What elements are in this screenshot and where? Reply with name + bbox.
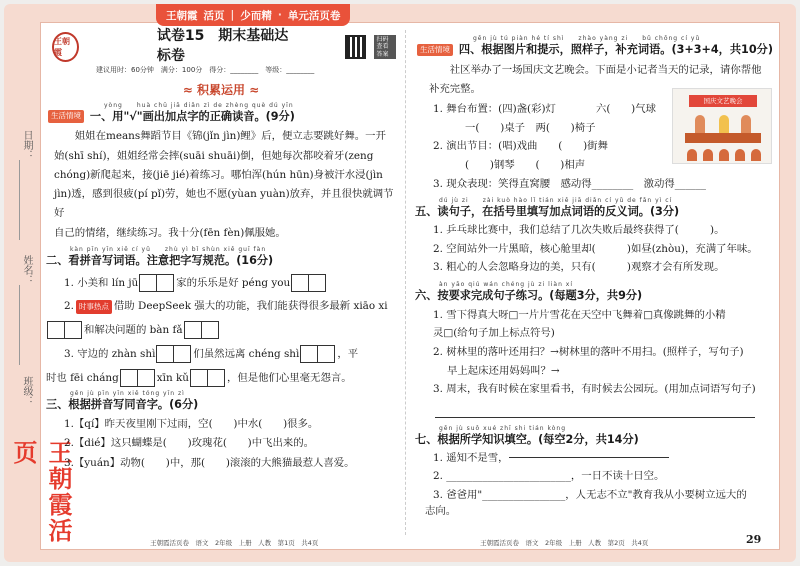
passage-line: jìn)透，感到很疲(pí pǐ)劳，她也不愿(yùan yuàn)放弃，并且很快就调节好 (54, 188, 394, 220)
question-4-row-1: 1. 舞台布置：(四)盏(彩)灯 六( )气球 (433, 103, 657, 116)
question-4-row-2: 一( )桌子 两( )椅子 (465, 121, 596, 134)
question-6-pinyin: àn yāo qiú wán chéng jù zi liàn xí (439, 280, 574, 288)
question-1-tag: 生活情境 (48, 110, 84, 123)
question-7-pinyin: gēn jù suǒ xué zhī shi tián kòng (439, 424, 567, 432)
question-7-line-3b: 志向。 (425, 505, 457, 518)
question-4-row-5: 3. 现众表现：笑得直窝腰 感动得________ 激动得______ (433, 177, 706, 190)
question-5-line-1: 1. 乒乓球比赛中，我们总结了几次失败后最终获得了( )。 (433, 224, 725, 237)
stage-illustration (672, 88, 772, 164)
answer-blank[interactable] (509, 457, 669, 458)
category-label: 少而精 (240, 9, 272, 22)
question-2-pinyin: kàn pīn yīn xiě cí yǔ zhù yì bǐ shùn xiě guī fàn (70, 245, 267, 253)
question-4-intro: 社区举办了一场国庆文艺晚会。下面是小记者当天的记录，请你帮他 补充完整。 (429, 63, 762, 95)
passage-line: 姐姐在means舞蹈节目《锦(jǐn jìn)鲤》后，便立志要跳好舞。一开始(shī shí)，姐姐经常会摔(suāi shuāi)倒，但她每次都咬着牙(zeng (54, 130, 386, 162)
question-4-row-3: 2. 演出节目：(唱)戏曲 ( )街舞 (433, 140, 608, 153)
side-name-label: 姓名： (21, 255, 32, 285)
question-4-row-4: ( )钢琴 ( )相声 (465, 159, 586, 172)
question-5-pinyin: dú jù zi zài kuò hào lǐ tián xiě jiā diǎn cí yǔ de fǎn yì cí (439, 197, 673, 205)
char-grid[interactable] (191, 369, 225, 387)
question-7-line-1: 1. 遥知不是雪， (433, 450, 775, 467)
question-4-pinyin: gēn jù tú piàn hé tí shì zhào yàng zi bǔ chōng cí yǔ (473, 35, 701, 42)
question-3-line-1: 1.【qí】昨天夜里刚下过雨，空( )中水( )很多。 (64, 417, 319, 430)
section-title: ≈ 积累运用 ≈ (182, 82, 260, 97)
char-grid[interactable] (48, 321, 82, 339)
question-5-line-3: 3. 粗心的人会忽略身边的美，只有( )观察才会有所发现。 (433, 261, 725, 274)
qr-note: 扫码查看答案 (374, 35, 396, 59)
question-5-title: dú jù zi zài kuò hào lǐ tián xiě jiā diǎn cí yǔ de fǎn yì cí 五、读句子，在括号里填写加点词语的反义词。(3分) (415, 197, 680, 219)
footer-left: 王朝霞活页卷 语文 2年级 上册 人教 第1页 共4页 (150, 539, 319, 547)
question-2-title: kàn pīn yīn xiě cí yǔ zhù yì bǐ shùn xiě guī fàn 二、看拼音写词语。注意把字写规范。(16分) (46, 245, 274, 267)
question-7-title: gēn jù suǒ xué zhī shi tián kòng 七、根据所学知识填空。(每空2分，共14分) (415, 424, 639, 446)
page-divider (405, 30, 406, 535)
side-class-label: 班级： (21, 376, 32, 406)
question-3-pinyin: gēn jù pīn yīn xiě tóng yīn zì (70, 390, 185, 398)
footer-right: 王朝霞活页卷 语文 2年级 上册 人教 第2页 共4页 (480, 539, 649, 547)
subtitle-label: 单元活页卷 (287, 9, 341, 22)
question-6-line-1: 1. 雪下得真大呀□一片片雪花在天空中飞舞着□真像跳舞的小精 (433, 308, 726, 321)
question-3-line-3: 3.【yuán】动物( )中，那( )滚滚的大熊猫最惹人喜爱。 (64, 457, 355, 470)
char-grid[interactable] (121, 369, 155, 387)
question-6-line-2b: 早上起床还用妈妈叫？→ (447, 364, 560, 377)
passage-line: 自己的情绪，继续练习。我十分(fēn fèn)佩服她。 (54, 226, 286, 239)
question-1-pinyin: yòng huà chū jiā diǎn zì de zhèng què dú yīn (104, 101, 294, 109)
brand-vertical-logo: 王朝霞活页 (9, 440, 73, 544)
question-3-line-2: 2.【dié】这只蝴蝶是( )玫瑰花( )中飞出来的。 (64, 437, 315, 450)
question-4-tag: 生活情境 (417, 44, 453, 57)
question-2-line-3b: 时也 fēi cháng xīn kǔ ，但是他们心里毫无怨言。 (46, 369, 396, 387)
qr-code-icon[interactable] (345, 35, 367, 59)
char-grid[interactable] (157, 345, 191, 363)
question-4-title: gēn jù tú piàn hé tí shì zhào yàng zi bǔ chōng cí yǔ 生活情境 四、根据图片和提示，照样子，补充词语。(3+3+4，共10分) (415, 42, 775, 58)
question-2-tag: 时事热点 (76, 300, 112, 314)
question-3-title: gēn jù pīn yīn xiě tóng yīn zì 三、根据拼音写同音字。(6分) (46, 390, 199, 412)
char-grid[interactable] (185, 321, 219, 339)
seal-icon: 王朝霞 (52, 32, 79, 62)
question-1-passage (54, 127, 396, 243)
question-2-line-2b: 和解决问题的 bàn fǎ (46, 321, 396, 339)
char-grid[interactable] (301, 345, 335, 363)
question-1-title: yòng huà chū jiā diǎn zì de zhèng què dú yīn 生活情境 一、用"√"画出加点字的正确读音。(9分) (46, 109, 396, 125)
header-banner: 王朝霞 活页 | 少而精 · 单元活页卷 (156, 4, 350, 26)
answer-line[interactable] (435, 406, 755, 418)
question-6-title: àn yāo qiú wán chéng jù zi liàn xí 六、按要求完成句子练习。(每题3分，共9分) (415, 280, 643, 302)
exam-header (52, 30, 396, 64)
question-6-line-2: 2. 树林里的落叶还用扫？→树林里的落叶不用扫。(照样子，写句子) (433, 345, 744, 358)
side-date-line (19, 160, 20, 240)
question-2-line-3: 3. 守边的 zhàn shì 们虽然远离 chéng shì ，平 (64, 345, 396, 363)
side-date-label: 日期： (21, 130, 32, 160)
question-6-line-3: 3. 周末，我有时候在家里看书，有时候去公园玩。(用加点词语写句子) (433, 383, 756, 396)
question-2-line-2: 2. 时事热点 借助 DeepSeek 强大的功能，我们能获得很多最新 xiāo xi (64, 300, 388, 313)
question-6-line-1b: 灵□(给句子加上标点符号) (433, 327, 555, 340)
char-grid[interactable] (140, 274, 174, 292)
question-5-line-2: 2. 空间站外一片黑暗，核心舱里却( )如昼(zhòu)，充满了年味。 (433, 242, 758, 255)
brand-logo: 王朝霞 (166, 9, 198, 22)
stage-banner: 国庆文艺晚会 (689, 95, 757, 107)
side-name-line (19, 285, 20, 365)
left-column (46, 30, 396, 472)
page-number: 29 (746, 533, 762, 546)
exam-title: 试卷15 期末基础达标卷 (156, 28, 289, 64)
char-grid[interactable] (292, 274, 326, 292)
passage-line: chóng)新爬起来，接(jiē jié)着练习。哪怕浑(hún hūn)身被汗水浸(jìn (54, 168, 383, 181)
series-label: 活页 (203, 9, 225, 22)
question-7-line-2: 2. ________________________，一日不读十日空。 (433, 470, 665, 483)
question-2-line-1: 1. 小美和 lín jū 家的乐乐是好 péng you (64, 274, 396, 292)
exam-meta: 建议用时：60分钟 满分：100分 得分：________ 等级：________ (96, 66, 315, 74)
question-7-line-3: 3. 爸爸用"________________，人无志不立"教育我从小要树立远大的 (433, 488, 747, 501)
